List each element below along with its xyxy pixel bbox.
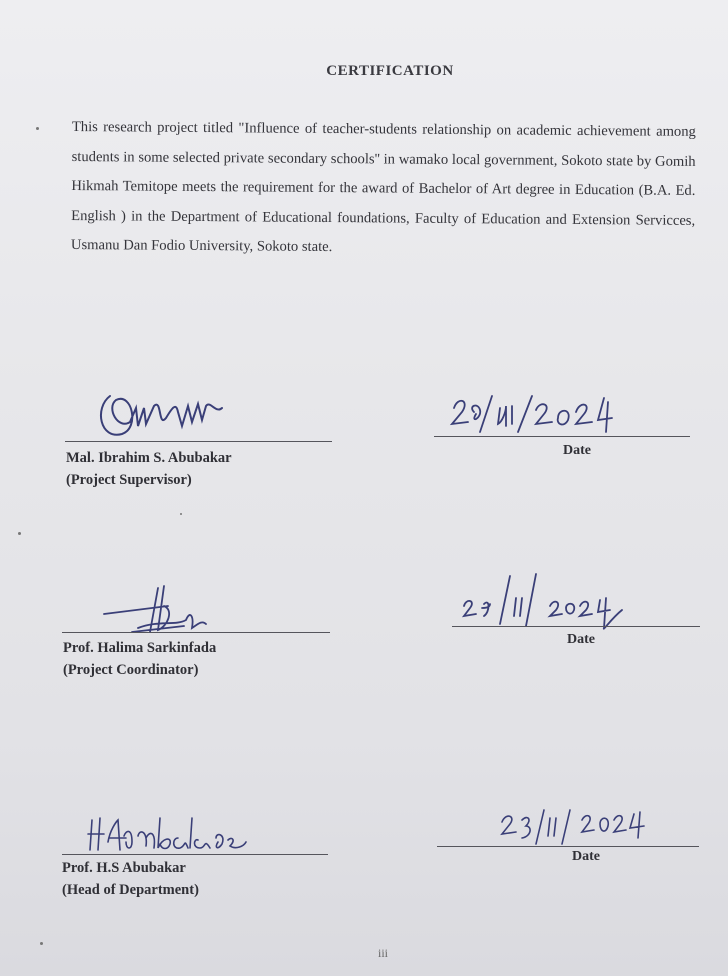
paper-speck <box>180 513 182 515</box>
paper-speck <box>36 127 39 130</box>
hod-signature <box>86 812 276 856</box>
page-heading: CERTIFICATION <box>326 63 454 79</box>
supervisor-name: Mal. Ibrahim S. Abubakar <box>66 450 232 466</box>
coordinator-role: (Project Coordinator) <box>63 662 199 678</box>
coordinator-name: Prof. Halima Sarkinfada <box>63 640 217 656</box>
coordinator-signature-line <box>62 632 330 633</box>
hod-signature-line <box>62 854 328 855</box>
supervisor-handwritten-date <box>448 392 628 438</box>
coordinator-signature <box>98 580 218 640</box>
page-number: iii <box>378 946 389 960</box>
supervisor-date-line <box>434 436 690 437</box>
paper-speck <box>18 532 21 535</box>
supervisor-signature <box>92 378 252 450</box>
coordinator-date-line <box>452 626 700 627</box>
hod-handwritten-date <box>498 806 668 846</box>
hod-date-line <box>437 846 699 847</box>
hod-role: (Head of Department) <box>62 882 199 898</box>
supervisor-date-label: Date <box>563 443 591 458</box>
coordinator-handwritten-date <box>460 568 640 632</box>
hod-date-label: Date <box>572 849 600 864</box>
hod-name: Prof. H.S Abubakar <box>62 860 186 876</box>
coordinator-date-label: Date <box>567 632 595 647</box>
certification-paragraph: This research project titled "Influence of teacher-students relationship on academic achievement among students in some selected private secondary schools'' in wamako local government, Sokoto state by Gomih Hikmah Temitope meets the requirement for the award of Bachelor of Art degree in Education (B.A. Ed. English ) in the Department of Educational foundations, Faculty of Education and Extension Servicces, Usmanu Dan Fodio University, Sokoto state. <box>70 118 696 256</box>
paper-speck <box>40 942 43 945</box>
supervisor-signature-line <box>65 441 332 442</box>
supervisor-role: (Project Supervisor) <box>66 472 192 488</box>
